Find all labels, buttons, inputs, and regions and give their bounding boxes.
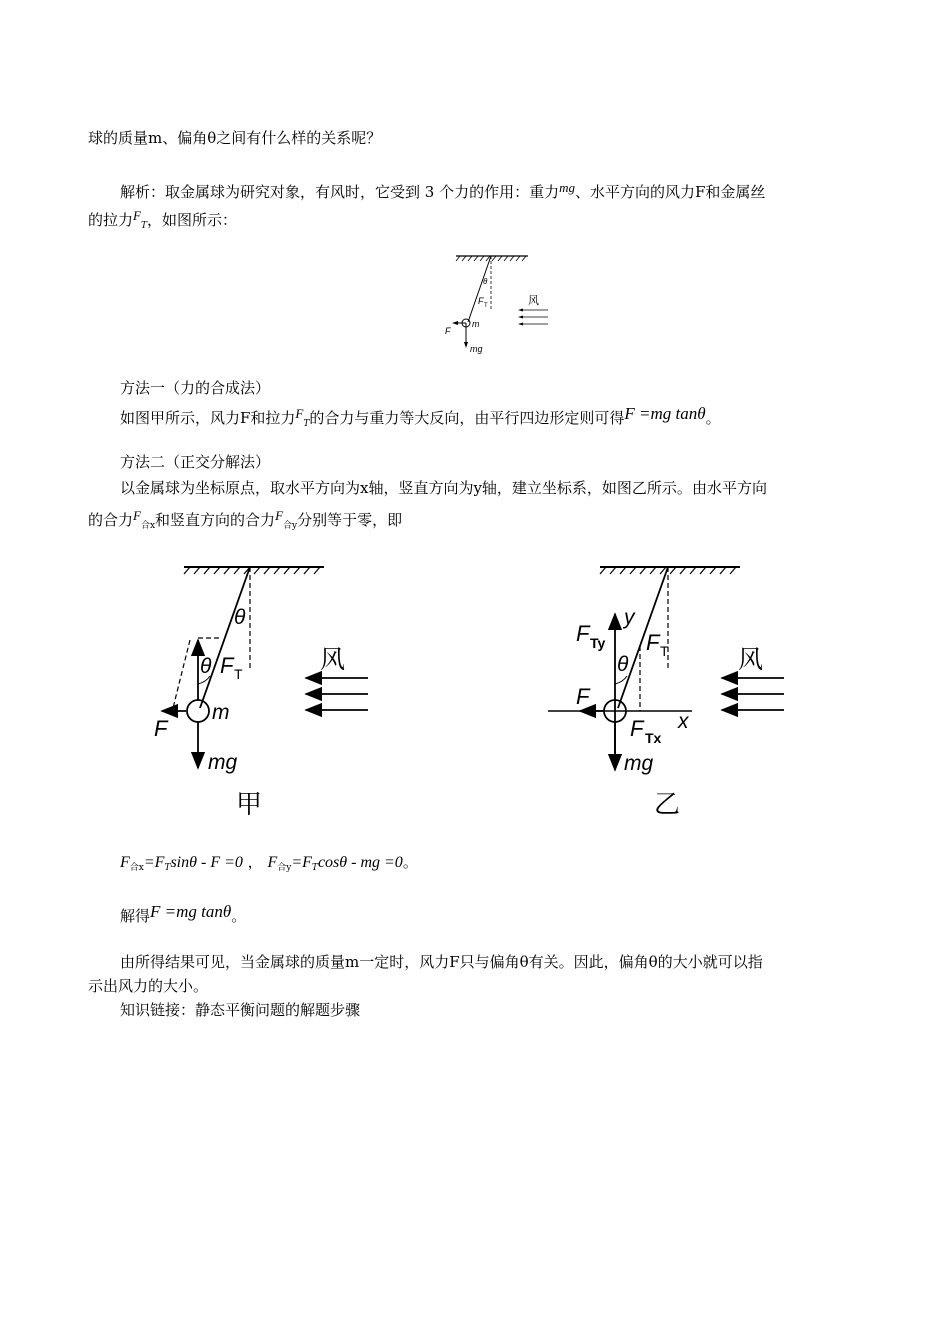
conclusion-text: 由所得结果可见，当金属球的质量m一定时，风力F只与偏角θ有关。因此，偏角θ的大小就可以指 (120, 953, 763, 971)
fig-a-wind: 风 (320, 646, 346, 674)
method-one-title (120, 378, 900, 398)
solve-text: 解得 (120, 907, 151, 925)
fig-b-f: F (576, 684, 590, 709)
result-formula-2: F =mg tanθ (150, 902, 232, 921)
method-two-text-4: 分别等于零，即 (297, 511, 403, 529)
text-line-1 (88, 128, 868, 148)
figure-a (154, 567, 368, 819)
text-line-3 (88, 206, 868, 236)
para-question: 球的质量m、偏角θ之间有什么样的关系呢？ (88, 129, 382, 147)
conclusion-line-1 (120, 952, 900, 972)
fig-a-theta-top: θ (234, 606, 246, 629)
small-wind-label: 风 (528, 295, 539, 307)
analysis-text-2: 、水平方向的风力F和金属丝 (574, 183, 766, 201)
method-two-line-1 (120, 478, 900, 498)
small-ft: F (478, 296, 484, 306)
fig-b-label: 乙 (654, 789, 681, 819)
ft-sub-2: T (303, 419, 310, 429)
method-two-title-text: 方法二（正交分解法） (120, 453, 271, 471)
fig-b-ftx-sub: Tx (645, 730, 662, 746)
method-two-text-3: 和竖直方向的合力 (155, 511, 276, 529)
fig-b-ft-sub: T (660, 643, 669, 659)
eq1-rest: sinθ - F =0 (170, 854, 243, 871)
method-one-text-2: 的合力与重力等大反向，由平行四边形定则可得 (309, 409, 625, 427)
period-3: 。 (231, 907, 247, 925)
small-ft-sub: T (484, 303, 488, 309)
fig-a-theta: θ (200, 655, 212, 678)
method-two-text-2: 的合力 (88, 511, 134, 529)
mg-symbol: mg (559, 180, 575, 195)
large-diagrams (140, 556, 820, 836)
eq2-mid: =F (291, 854, 312, 871)
method-two-line-2 (88, 506, 868, 536)
fig-a-f: F (154, 716, 168, 741)
eq1-t-sub: T (164, 863, 171, 873)
knowledge-link-text: 知识链接：静态平衡问题的解题步骤 (120, 1001, 361, 1019)
eq2-sub: 合y (277, 863, 292, 873)
solve-line (120, 902, 900, 926)
figure-b (548, 567, 784, 819)
fig-b-fty-sub: Ty (590, 635, 606, 651)
conclusion-text-2: 示出风力的大小。 (88, 977, 209, 995)
method-one-text: 如图甲所示，风力F和拉力 (120, 409, 296, 427)
analysis-text-4: ，如图所示： (146, 211, 237, 229)
eq2-t-sub: T (311, 863, 318, 873)
analysis-text: 解析：取金属球为研究对象，有风时，它受到 3 个力的作用：重力 (120, 183, 560, 201)
method-two-text: 以金属球为坐标原点，取水平方向为x轴，竖直方向为y轴，建立坐标系，如图乙所示。由水平方向 (120, 479, 767, 497)
eq1-mid: =F (143, 854, 165, 871)
result-formula-1: F =mg tanθ (624, 404, 706, 423)
f-y-sub: 合y (283, 521, 298, 531)
fig-b-theta: θ (617, 653, 629, 676)
f-x-sub: 合x (140, 521, 156, 531)
method-one-title-text: 方法一（力的合成法） (120, 379, 271, 397)
method-one-line (120, 404, 900, 434)
eq2-f: F (267, 854, 278, 871)
small-mg: mg (470, 344, 483, 354)
fig-a-label: 甲 (236, 789, 263, 819)
small-f: F (445, 326, 451, 336)
fig-a-m: m (212, 701, 230, 724)
small-m: m (472, 319, 480, 329)
text-line-2 (120, 178, 900, 202)
ft-symbol-2: F (295, 406, 304, 421)
ft-sub: T (140, 221, 147, 231)
analysis-text-3: 的拉力 (88, 211, 134, 229)
fig-b-x: x (678, 710, 689, 733)
method-two-title (120, 452, 900, 472)
eq-comma: ， (247, 853, 263, 871)
fig-a-ft: F (220, 653, 234, 678)
ft-symbol: F (133, 208, 141, 223)
small-theta: θ (483, 277, 488, 286)
fig-b-mg: mg (624, 752, 654, 775)
knowledge-link (120, 1000, 900, 1020)
period-1: 。 (705, 409, 721, 427)
fig-a-mg: mg (208, 751, 238, 774)
eq1-sub: 合x (129, 863, 144, 873)
small-diagram (436, 250, 566, 360)
fig-b-ftx: F (630, 716, 644, 741)
f-y-symbol: F (275, 508, 284, 523)
conclusion-line-2 (88, 976, 868, 996)
equations-line (120, 852, 900, 878)
fig-b-fty: F (576, 621, 590, 646)
f-x-symbol: F (133, 508, 141, 523)
fig-b-ft: F (646, 630, 660, 655)
period-2: 。 (402, 853, 418, 871)
eq2-rest: cosθ - mg =0 (317, 854, 403, 871)
fig-a-ft-sub: T (234, 666, 243, 682)
eq1-f: F (120, 854, 130, 871)
fig-b-wind: 风 (738, 646, 764, 674)
fig-b-y: y (624, 606, 635, 629)
